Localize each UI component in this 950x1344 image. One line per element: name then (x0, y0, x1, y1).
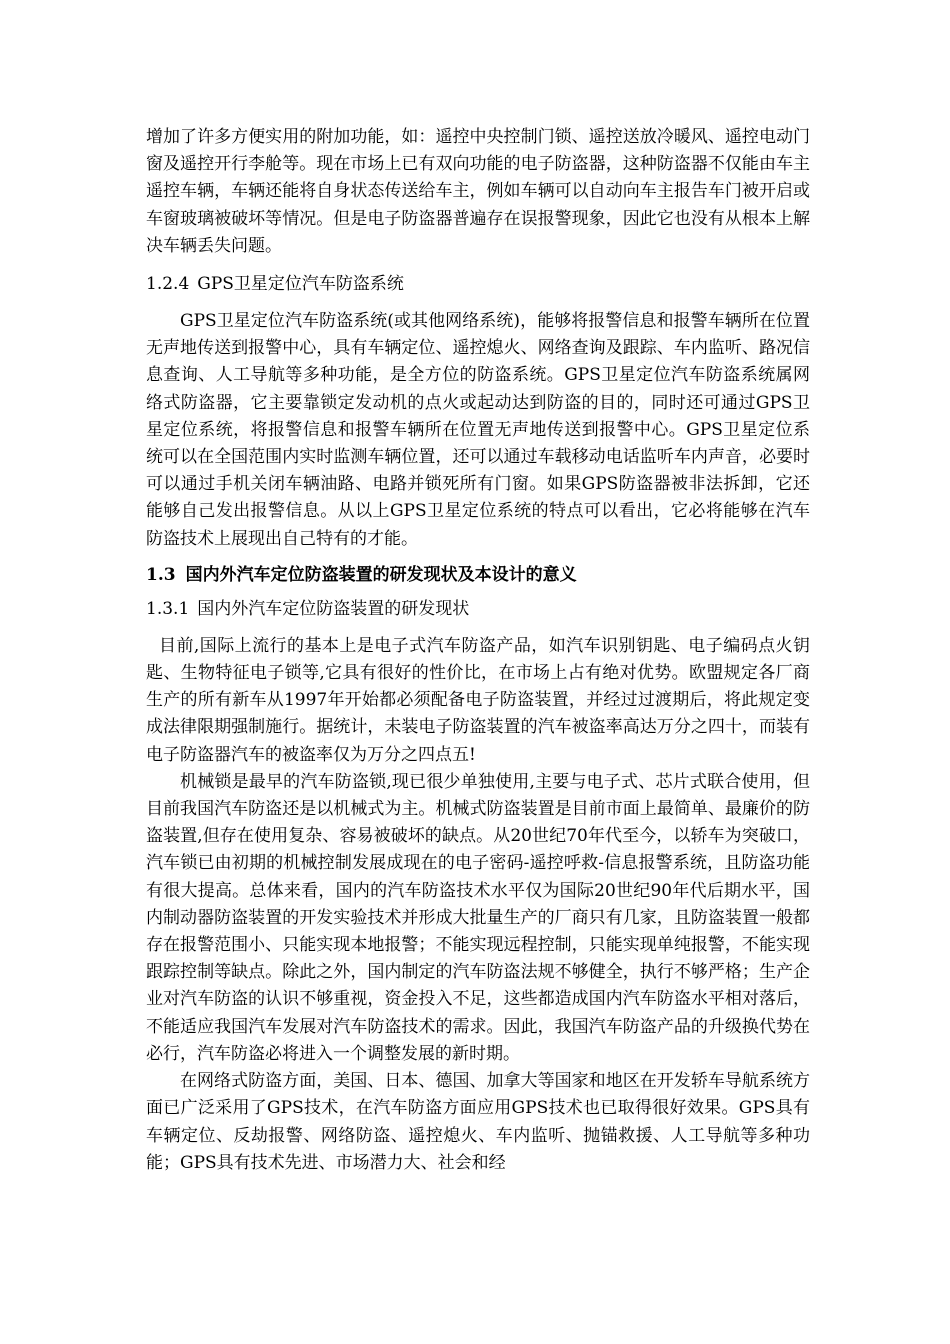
heading-text: 国内外汽车定位防盗装置的研发现状 (197, 598, 470, 619)
subsection-heading-1-2-4 (146, 271, 810, 298)
heading-number: 1.3 (146, 564, 176, 585)
body-paragraph: 增加了许多方便实用的附加功能，如：遥控中央控制门锁、遥控送放冷暖风、遥控电动门窗及遥控开行李舱等。现在市场上已有双向功能的电子防盗器，这种防盗器不仅能由车主遥控车辆，车辆还能将自身状态传送给车主，例如车辆可以自动向车主报告车门被开启或车窗玻璃被破坏等情况。但是电子防盗器普遍存在误报警现象，因此它也没有从根本上解决车辆丢失问题。 (146, 127, 810, 256)
body-paragraph: 在网络式防盗方面，美国、日本、德国、加拿大等国家和地区在开发轿车导航系统方面已广泛采用了GPS技术，在汽车防盗方面应用GPS技术也已取得很好效果。GPS具有车辆定位、反劫报警、网络防盗、遥控熄火、车内监听、抛锚救援、人工导航等多种功能；GPS具有技术先进、市场潜力大、社会和经 (146, 1071, 810, 1173)
heading-number: 1.2.4 (146, 274, 190, 295)
body-paragraph: 机械锁是最早的汽车防盗锁,现已很少单独使用,主要与电子式、芯片式联合使用，但目前我国汽车防盗还是以机械式为主。机械式防盗装置是目前市面上最简单、最廉价的防盗装置,但存在使用复杂、容易被破坏的缺点。从20世纪70年代至今，以轿车为突破口，汽车锁已由初期的机械控制发展成现在的电子密码-遥控呼救-信息报警系统，且防盗功能有很大提高。总体来看，国内的汽车防盗技术水平仅为国际20世纪90年代后期水平，国内制动器防盗装置的开发实验技术并形成大批量生产的厂商只有几家，且防盗装置一般都存在报警范围小、只能实现本地报警；不能实现远程控制，只能实现单纯报警，不能实现跟踪控制等缺点。除此之外，国内制定的汽车防盗法规不够健全，执行不够严格；生产企业对汽车防盗的认识不够重视，资金投入不足，这些都造成国内汽车防盗水平相对落后，不能适应我国汽车发展对汽车防盗技术的需求。因此，我国汽车防盗产品的升级换代势在必行，汽车防盗必将进入一个调整发展的新时期。 (146, 771, 810, 1064)
section-heading-1-3 (146, 562, 810, 589)
document-body (146, 124, 810, 1177)
body-paragraph: 目前,国际上流行的基本上是电子式汽车防盗产品，如汽车识别钥匙、电子编码点火钥匙、生物特征电子锁等,它具有很好的性价比，在市场上占有绝对优势。欧盟规定各厂商生产的所有新车从1997年开始都必须配备电子防盗装置，并经过过渡期后，将此规定变成法律限期强制施行。据统计，未装电子防盗装置的汽车被盗率高达万分之四十，而装有电子防盗器汽车的被盗率仅为万分之四点五! (146, 635, 810, 765)
heading-number: 1.3.1 (146, 598, 190, 619)
heading-text: GPS卫星定位汽车防盗系统 (197, 274, 404, 295)
subsection-heading-1-3-1 (146, 596, 810, 623)
body-paragraph: GPS卫星定位汽车防盗系统(或其他网络系统)，能够将报警信息和报警车辆所在位置无声地传送到报警中心，具有车辆定位、遥控熄火、网络查询及跟踪、车内监听、路况信息查询、人工导航等多种功能，是全方位的防盗系统。GPS卫星定位汽车防盗系统属网络式防盗器，它主要靠锁定发动机的点火或起动达到防盗的目的，同时还可通过GPS卫星定位系统，将报警信息和报警车辆所在位置无声地传送到报警中心。GPS卫星定位系统可以在全国范围内实时监测车辆位置，还可以通过车载移动电话监听车内声音，必要时可以通过手机关闭车辆油路、电路并锁死所有门窗。如果GPS防盗器被非法拆卸，它还能够自己发出报警信息。从以上GPS卫星定位系统的特点可以看出，它必将能够在汽车防盗技术上展现出自己特有的才能。 (146, 311, 810, 549)
heading-text: 国内外汽车定位防盗装置的研发现状及本设计的意义 (185, 564, 577, 585)
